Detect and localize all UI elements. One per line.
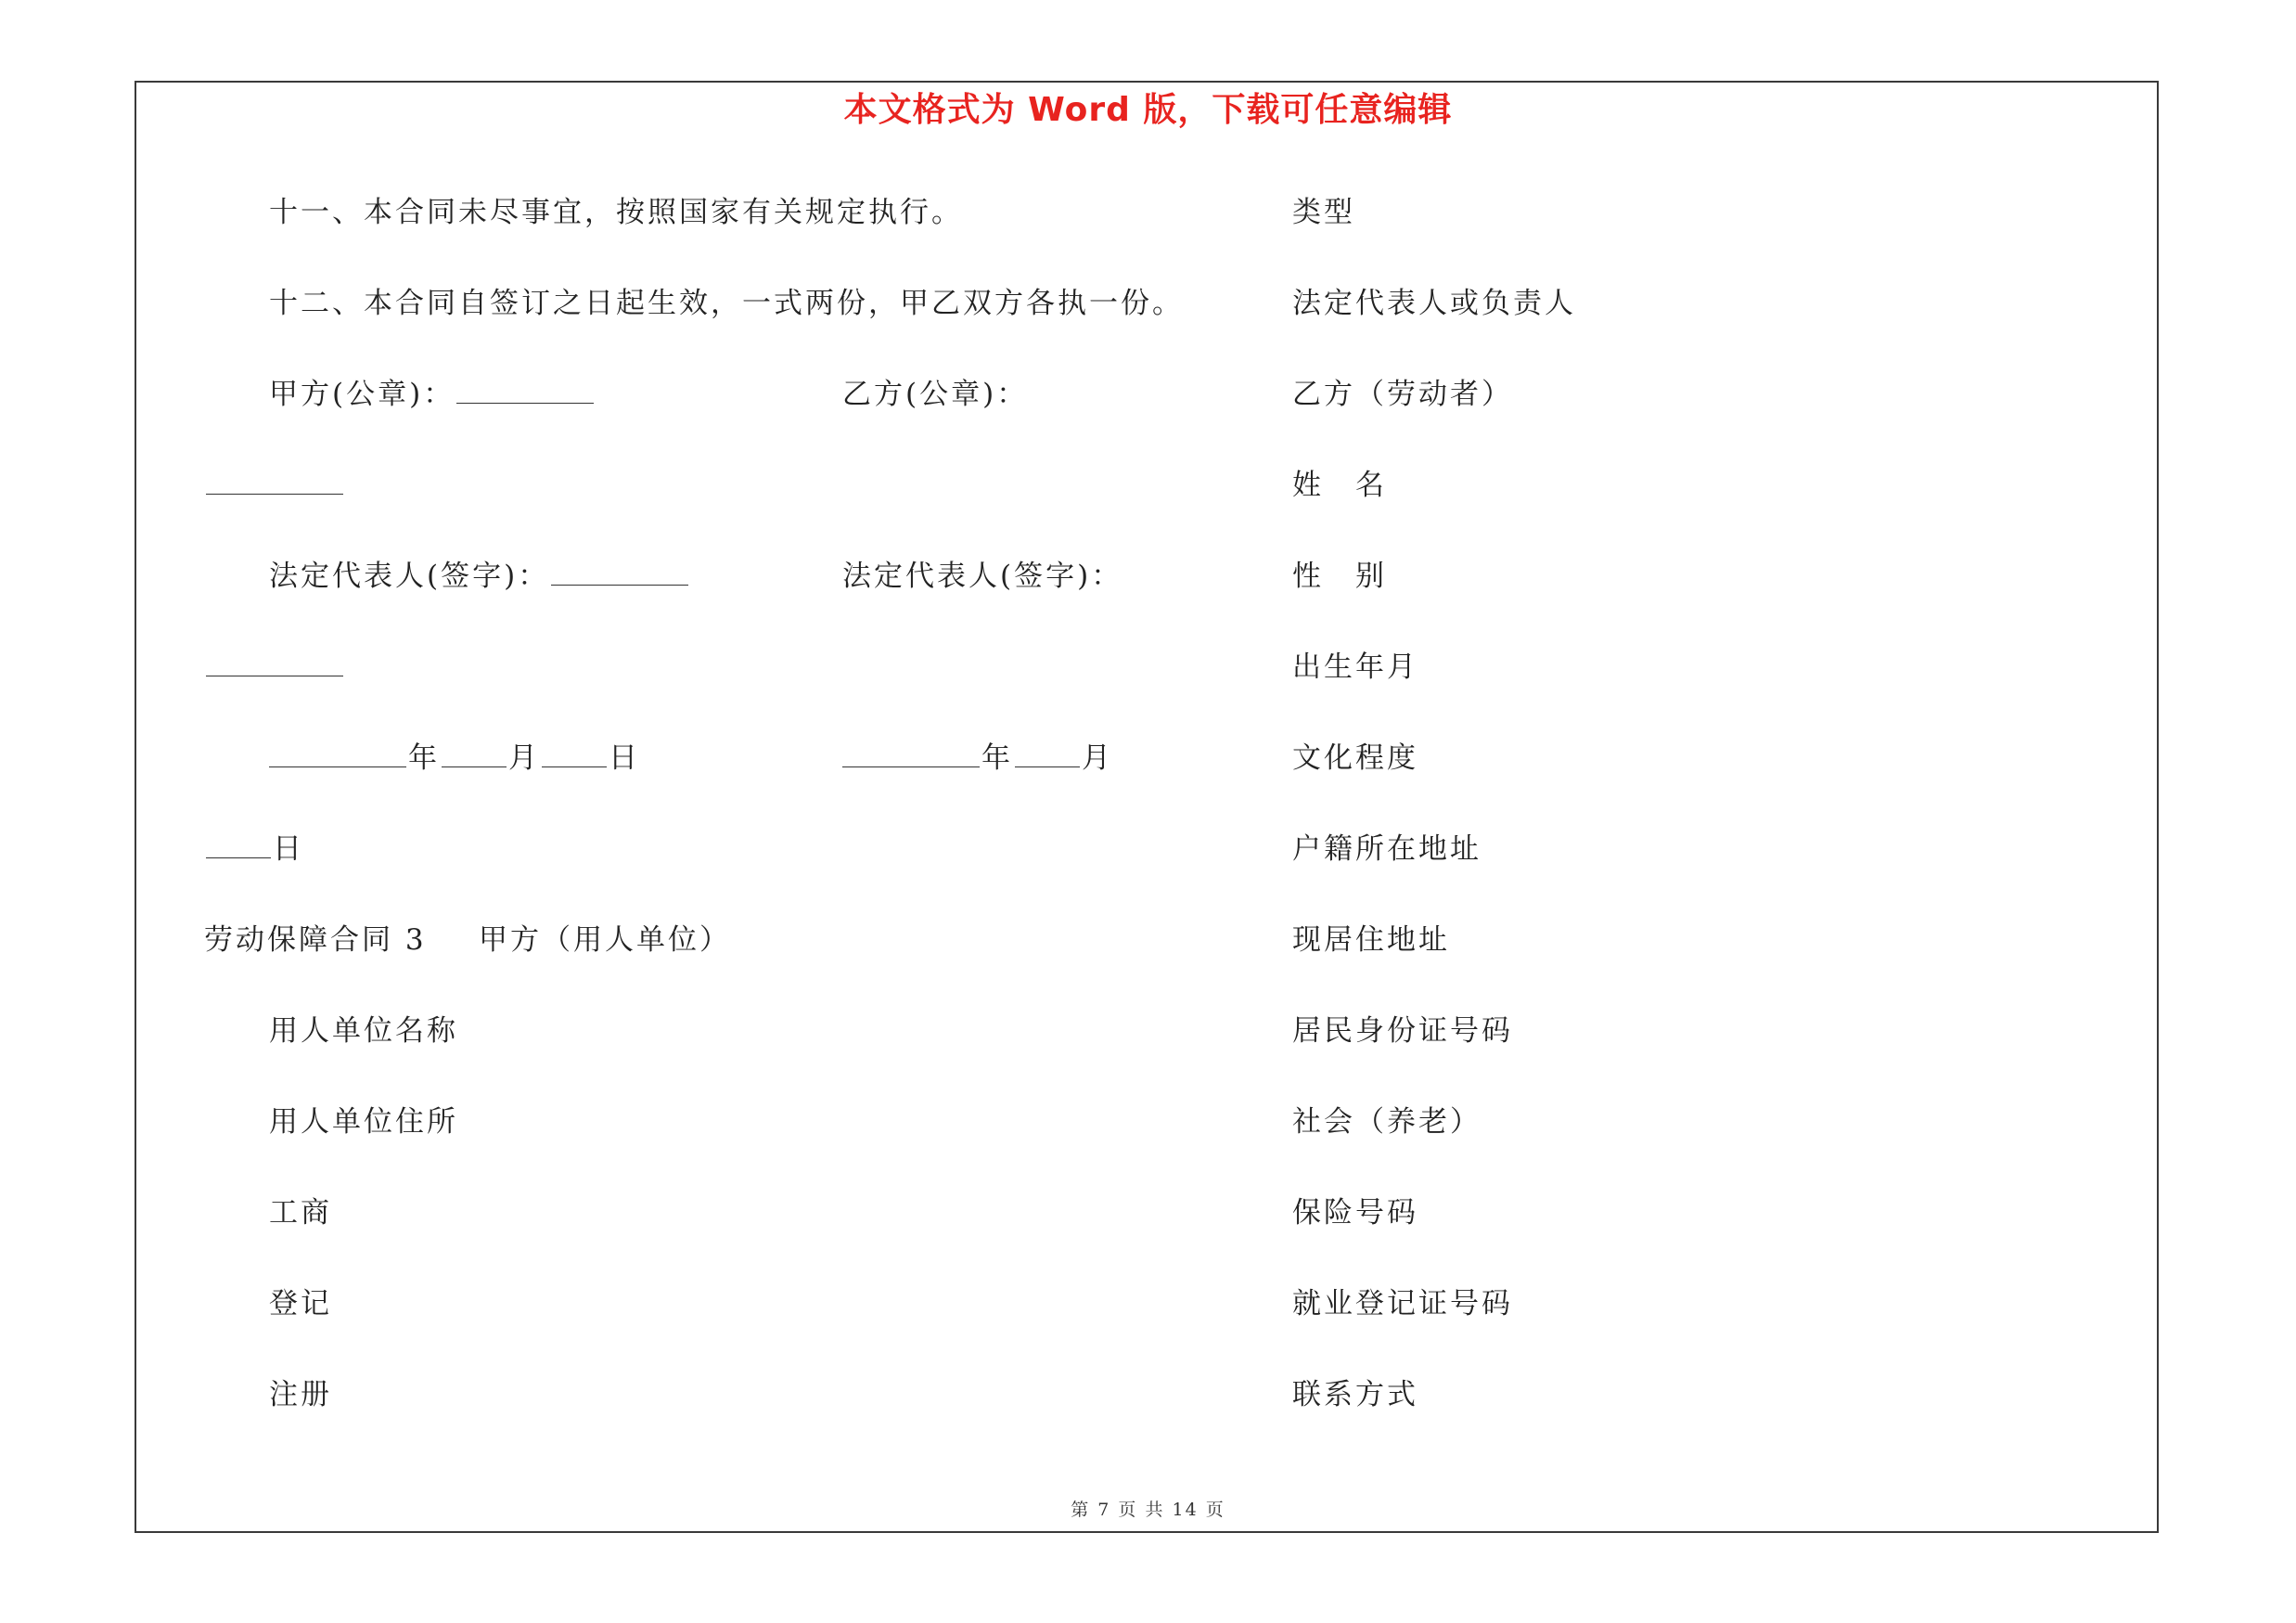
right-field-legal-rep: 法定代表人或负责人 — [1292, 287, 1576, 320]
legal-rep-b-label: 法定代表人(签字)： — [842, 560, 1123, 593]
right-field-birth: 出生年月 — [1292, 650, 1418, 684]
party-a-employer: 甲方（用人单位） — [479, 923, 731, 957]
party-a-seal-label: 甲方(公章)： — [269, 378, 455, 411]
date-a-year-label: 年 — [408, 741, 440, 775]
business-label-1: 工商 — [269, 1196, 332, 1230]
party-a-seal-line — [269, 376, 596, 413]
clause-12: 十二、本合同自签订之日起生效，一式两份，甲乙双方各执一份。 — [269, 287, 1184, 320]
legal-rep-b-blank — [206, 651, 343, 676]
date-b-line — [840, 740, 1113, 777]
party-b-seal-blank — [206, 470, 343, 495]
right-field-gender: 性 别 — [1292, 560, 1387, 593]
date-b-day-line — [204, 831, 304, 868]
right-field-current-address: 现居住地址 — [1292, 923, 1450, 957]
legal-rep-a-label: 法定代表人(签字)： — [269, 560, 550, 593]
page-number-footer: 第 7 页 共 14 页 — [1071, 1500, 1225, 1520]
date-a-year-blank — [269, 742, 406, 767]
right-field-contact: 联系方式 — [1292, 1378, 1418, 1411]
business-label-2: 登记 — [269, 1287, 332, 1320]
legal-rep-a-blank — [551, 560, 688, 586]
legal-rep-a-line — [269, 558, 690, 595]
party-b-seal-label: 乙方(公章)： — [842, 378, 1029, 411]
legal-rep-b-line — [204, 649, 345, 686]
date-a-month-label: 月 — [508, 741, 540, 775]
right-field-education: 文化程度 — [1292, 741, 1418, 775]
right-field-type: 类型 — [1292, 196, 1355, 229]
date-b-month-blank — [1015, 742, 1080, 767]
right-field-employment-cert: 就业登记证号码 — [1292, 1287, 1513, 1320]
word-format-banner: 本文格式为 Word 版，下载可任意编辑 — [843, 91, 1453, 129]
employer-address-label: 用人单位住所 — [269, 1105, 458, 1139]
date-a-day-label: 日 — [609, 741, 640, 775]
right-field-party-b-worker: 乙方（劳动者） — [1292, 378, 1513, 411]
party-b-seal-line — [204, 467, 345, 504]
date-b-day-blank — [206, 833, 271, 858]
right-field-name: 姓 名 — [1292, 469, 1387, 502]
date-b-year-blank — [842, 742, 980, 767]
date-a-line — [267, 740, 640, 777]
business-label-3: 注册 — [269, 1378, 332, 1411]
date-a-month-blank — [442, 742, 507, 767]
clause-11: 十一、本合同未尽事宜，按照国家有关规定执行。 — [269, 196, 963, 229]
employer-name-label: 用人单位名称 — [269, 1014, 458, 1048]
right-field-insurance-number: 保险号码 — [1292, 1196, 1418, 1230]
date-b-day-label: 日 — [273, 832, 304, 866]
right-field-household-address: 户籍所在地址 — [1292, 832, 1481, 866]
date-b-year-label: 年 — [981, 741, 1013, 775]
contract-title: 劳动保障合同 3 — [204, 923, 427, 957]
right-field-social-insurance: 社会（养老） — [1292, 1105, 1481, 1139]
right-field-id-number: 居民身份证号码 — [1292, 1014, 1513, 1048]
date-b-month-label: 月 — [1082, 741, 1113, 775]
party-a-seal-blank — [456, 379, 594, 404]
date-a-day-blank — [542, 742, 607, 767]
